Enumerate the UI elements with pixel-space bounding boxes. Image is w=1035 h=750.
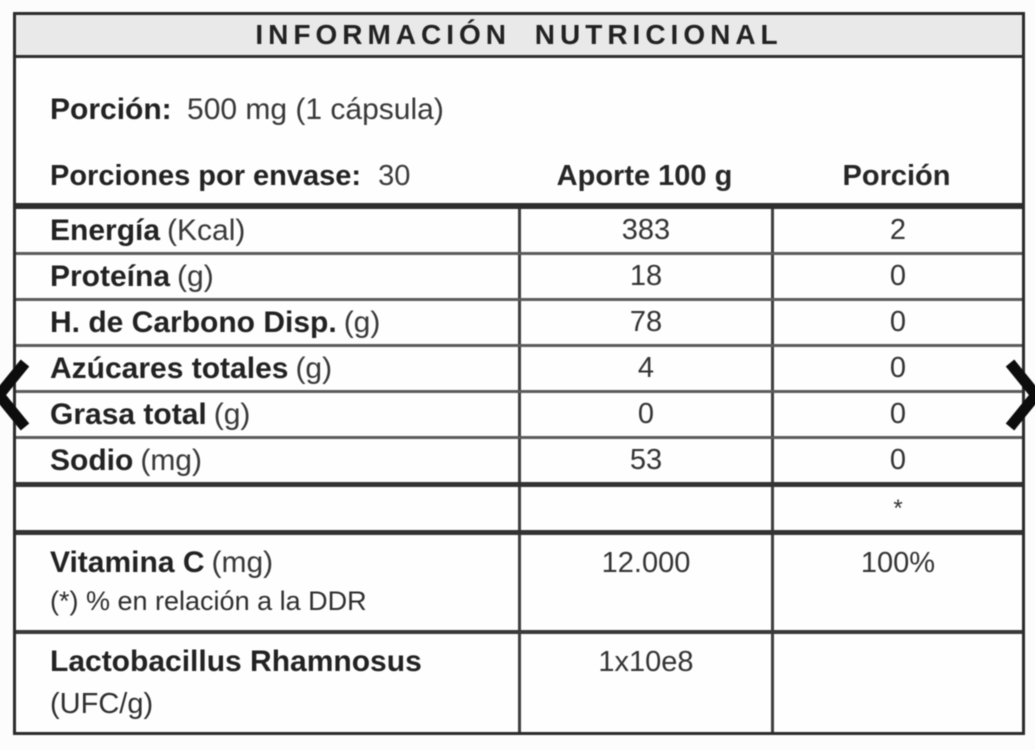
nutrient-unit: (g) bbox=[295, 351, 333, 385]
empty-cell bbox=[518, 487, 771, 530]
nutrient-name: H. de Carbono Disp. bbox=[50, 305, 337, 339]
nutrient-unit: (g) bbox=[177, 259, 214, 293]
nutrient-value-porcion: 0 bbox=[771, 347, 1022, 390]
column-header-aporte: Aporte 100 g bbox=[556, 160, 733, 192]
nutrient-row-proteina bbox=[16, 252, 1022, 298]
nutrient-name: Grasa total bbox=[50, 397, 207, 431]
nutrient-unit: (g) bbox=[213, 397, 251, 431]
nutrient-unit: (mg) bbox=[211, 546, 274, 579]
nutrient-row-azucares bbox=[16, 344, 1022, 390]
nutrient-row-energia bbox=[16, 203, 1022, 252]
table-header-row bbox=[16, 159, 1022, 193]
nutrient-name: Sodio bbox=[50, 443, 134, 477]
nutrient-unit: (Kcal) bbox=[167, 213, 246, 247]
table-title: INFORMACIÓN NUTRICIONAL bbox=[255, 19, 783, 50]
nutrient-value-porcion: 100% bbox=[771, 535, 1022, 630]
nutrient-name: Vitamina C bbox=[50, 546, 205, 579]
nutrient-unit: (g) bbox=[343, 305, 381, 339]
nutrient-value-aporte: 18 bbox=[518, 255, 771, 298]
ddr-footnote: (*) % en relación a la DDR bbox=[50, 586, 367, 616]
nutrient-row-lactobacillus bbox=[16, 630, 1022, 732]
nutrient-value-porcion bbox=[771, 634, 1022, 732]
carousel-next-button[interactable] bbox=[1004, 356, 1035, 434]
nutrient-unit: (mg) bbox=[140, 443, 202, 477]
nutrient-name: Proteína bbox=[50, 259, 171, 293]
nutrient-value-porcion: 0 bbox=[771, 255, 1022, 298]
servings-per-container bbox=[16, 159, 518, 193]
nutrient-name: Energía bbox=[50, 213, 161, 247]
nutrient-name: Lactobacillus Rhamnosus bbox=[50, 645, 422, 678]
footnote-asterisk: * bbox=[771, 487, 1022, 530]
nutrient-value-porcion: 0 bbox=[771, 439, 1022, 482]
serving-info-section bbox=[16, 58, 1022, 203]
nutrient-value-aporte: 383 bbox=[518, 209, 771, 252]
nutrient-value-aporte: 0 bbox=[518, 393, 771, 436]
nutrient-value-porcion: 0 bbox=[771, 301, 1022, 344]
nutrient-value-aporte: 53 bbox=[518, 439, 771, 482]
serving-size-value: 500 mg (1 cápsula) bbox=[187, 93, 444, 126]
nutrient-row-carbono bbox=[16, 298, 1022, 344]
column-header-porcion: Porción bbox=[842, 160, 951, 192]
carousel-prev-button[interactable] bbox=[0, 356, 31, 434]
servings-per-container-label: Porciones por envase: bbox=[50, 160, 362, 192]
nutrient-value-porcion: 0 bbox=[771, 393, 1022, 436]
nutrient-name: Azúcares totales bbox=[50, 351, 289, 385]
serving-size-label: Porción: bbox=[50, 93, 172, 126]
chevron-left-icon bbox=[0, 356, 31, 434]
serving-size-line bbox=[16, 58, 1022, 126]
chevron-right-icon bbox=[1004, 356, 1035, 434]
nutrient-value-aporte: 78 bbox=[518, 301, 771, 344]
nutrient-row-sodio bbox=[16, 436, 1022, 482]
table-title-band bbox=[16, 15, 1022, 58]
nutrient-row-grasa bbox=[16, 390, 1022, 436]
nutrient-value-aporte: 12.000 bbox=[518, 535, 771, 630]
nutrient-row-vitamina-c bbox=[16, 530, 1022, 630]
nutrient-unit: (UFC/g) bbox=[50, 688, 154, 720]
nutrient-value-porcion: 2 bbox=[771, 209, 1022, 252]
nutrient-value-aporte: 4 bbox=[518, 347, 771, 390]
nutrition-table bbox=[13, 12, 1025, 735]
servings-per-container-value: 30 bbox=[378, 160, 411, 192]
nutrient-value-aporte: 1x10e8 bbox=[518, 634, 771, 732]
footnote-marker-row bbox=[16, 482, 1022, 530]
